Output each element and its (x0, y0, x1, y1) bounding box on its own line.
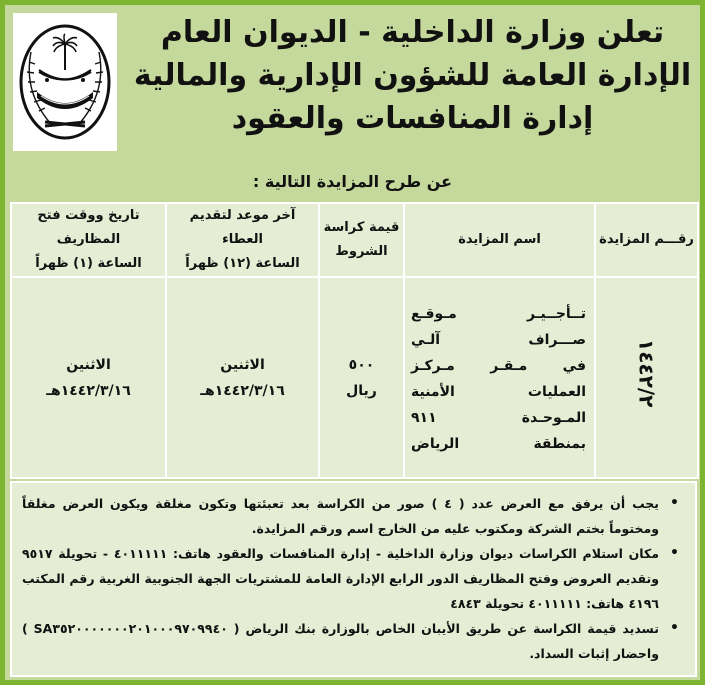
ministry-emblem-icon (17, 22, 113, 142)
deadline-date: ١٤٤٢/٣/١٦هـ (200, 382, 285, 399)
booklet-price-amount: ٥٠٠ (348, 356, 375, 373)
header-booklet-price (319, 203, 404, 277)
header-booklet-price-line1: قيمة كراسة (323, 220, 400, 235)
booklet-price-currency: ريال (346, 382, 377, 399)
header-opening-line1: تاريخ ووقت فتح المظاريف (37, 208, 140, 247)
logo-box (13, 13, 117, 151)
auction-name-line: تــأجــيـر مـوقـع (411, 305, 586, 322)
auction-name-line: المـوحـدة ٩١١ (411, 409, 586, 426)
header-deadline-line1: آخر موعد لتقديم العطاء (189, 208, 296, 247)
title-department: الإدارة العامة للشؤون الإدارية والمالية (133, 58, 692, 93)
header-booklet-price-line2: الشروط (335, 244, 388, 259)
cell-opening (11, 277, 166, 478)
auction-table (10, 202, 699, 479)
cell-booklet-price (319, 277, 404, 478)
auction-name-line: في مـقـر مـركـز (411, 357, 586, 374)
advertisement-body (5, 5, 700, 680)
deadline-day: الاثنين (220, 356, 265, 373)
opening-date: ١٤٤٢/٣/١٦هـ (46, 382, 131, 399)
bullet-icon: • (670, 620, 679, 636)
title-block (125, 11, 700, 140)
header-opening (11, 203, 166, 277)
cell-deadline (166, 277, 319, 478)
note-item (22, 541, 681, 616)
table-header-row (11, 203, 698, 277)
bullet-icon: • (670, 495, 679, 511)
title-division: إدارة المنافسات والعقود (231, 101, 594, 136)
auction-name-line: بمنطقة الرياض (411, 435, 586, 452)
table-row (11, 277, 698, 478)
header-auction-name: اسم المزايدة (404, 203, 595, 277)
bullet-icon: • (670, 545, 679, 561)
auction-name-line: صـــراف آلـي (411, 331, 586, 348)
cell-auction-number (595, 277, 698, 478)
header-auction-number: رقـــم المزايدة (595, 203, 698, 277)
note-text: مكان استلام الكراسات ديوان وزارة الداخلية - إدارة المنافسات والعقود هاتف: ٤٠١١١١١ - تحويلة ٩٥١٧ وتقديم العروض وفتح المظاريف الدور الرابع الإدارة العامة للمشتريات الجهة الجنوبية الغربية رقم المكتب ٤١٩٦ هاتف: ٤٠١١١١١ تحويلة ٤٨٤٣ (22, 546, 659, 611)
opening-day: الاثنين (66, 356, 111, 373)
auction-number: ١٤٤٢/٢ (634, 338, 659, 408)
header-deadline-line2: الساعة (١٢) ظهراً (185, 256, 300, 271)
header-opening-line2: الساعة (١) ظهراً (35, 256, 142, 271)
auction-name-line: العمليات الأمنية (411, 383, 586, 400)
note-text: يجب أن يرفق مع العرض عدد ( ٤ ) صور من الكراسة بعد تعبئتها وتكون مغلقة ويكون العرض مغلقاً ومختوماً بختم الشركة ومكتوب عليه من الخارج اسم ورقم المزايدة. (22, 496, 659, 536)
title-ministry: تعلن وزارة الداخلية - الديوان العام (160, 15, 665, 50)
notes-section (10, 481, 697, 677)
header-deadline (166, 203, 319, 277)
subtitle: عن طرح المزايدة التالية : (252, 172, 453, 191)
note-item (22, 616, 681, 666)
cell-auction-name (404, 277, 595, 478)
note-item (22, 491, 681, 541)
note-text: تسديد قيمة الكراسة عن طريق الأيبان الخاص بالوزارة بنك الرياض ( SA٣٥٢٠٠٠٠٠٠٠٢٠١٠٠٠٩٧٠٩٩٤٠ ) واحضار إثبات السداد. (22, 621, 659, 661)
